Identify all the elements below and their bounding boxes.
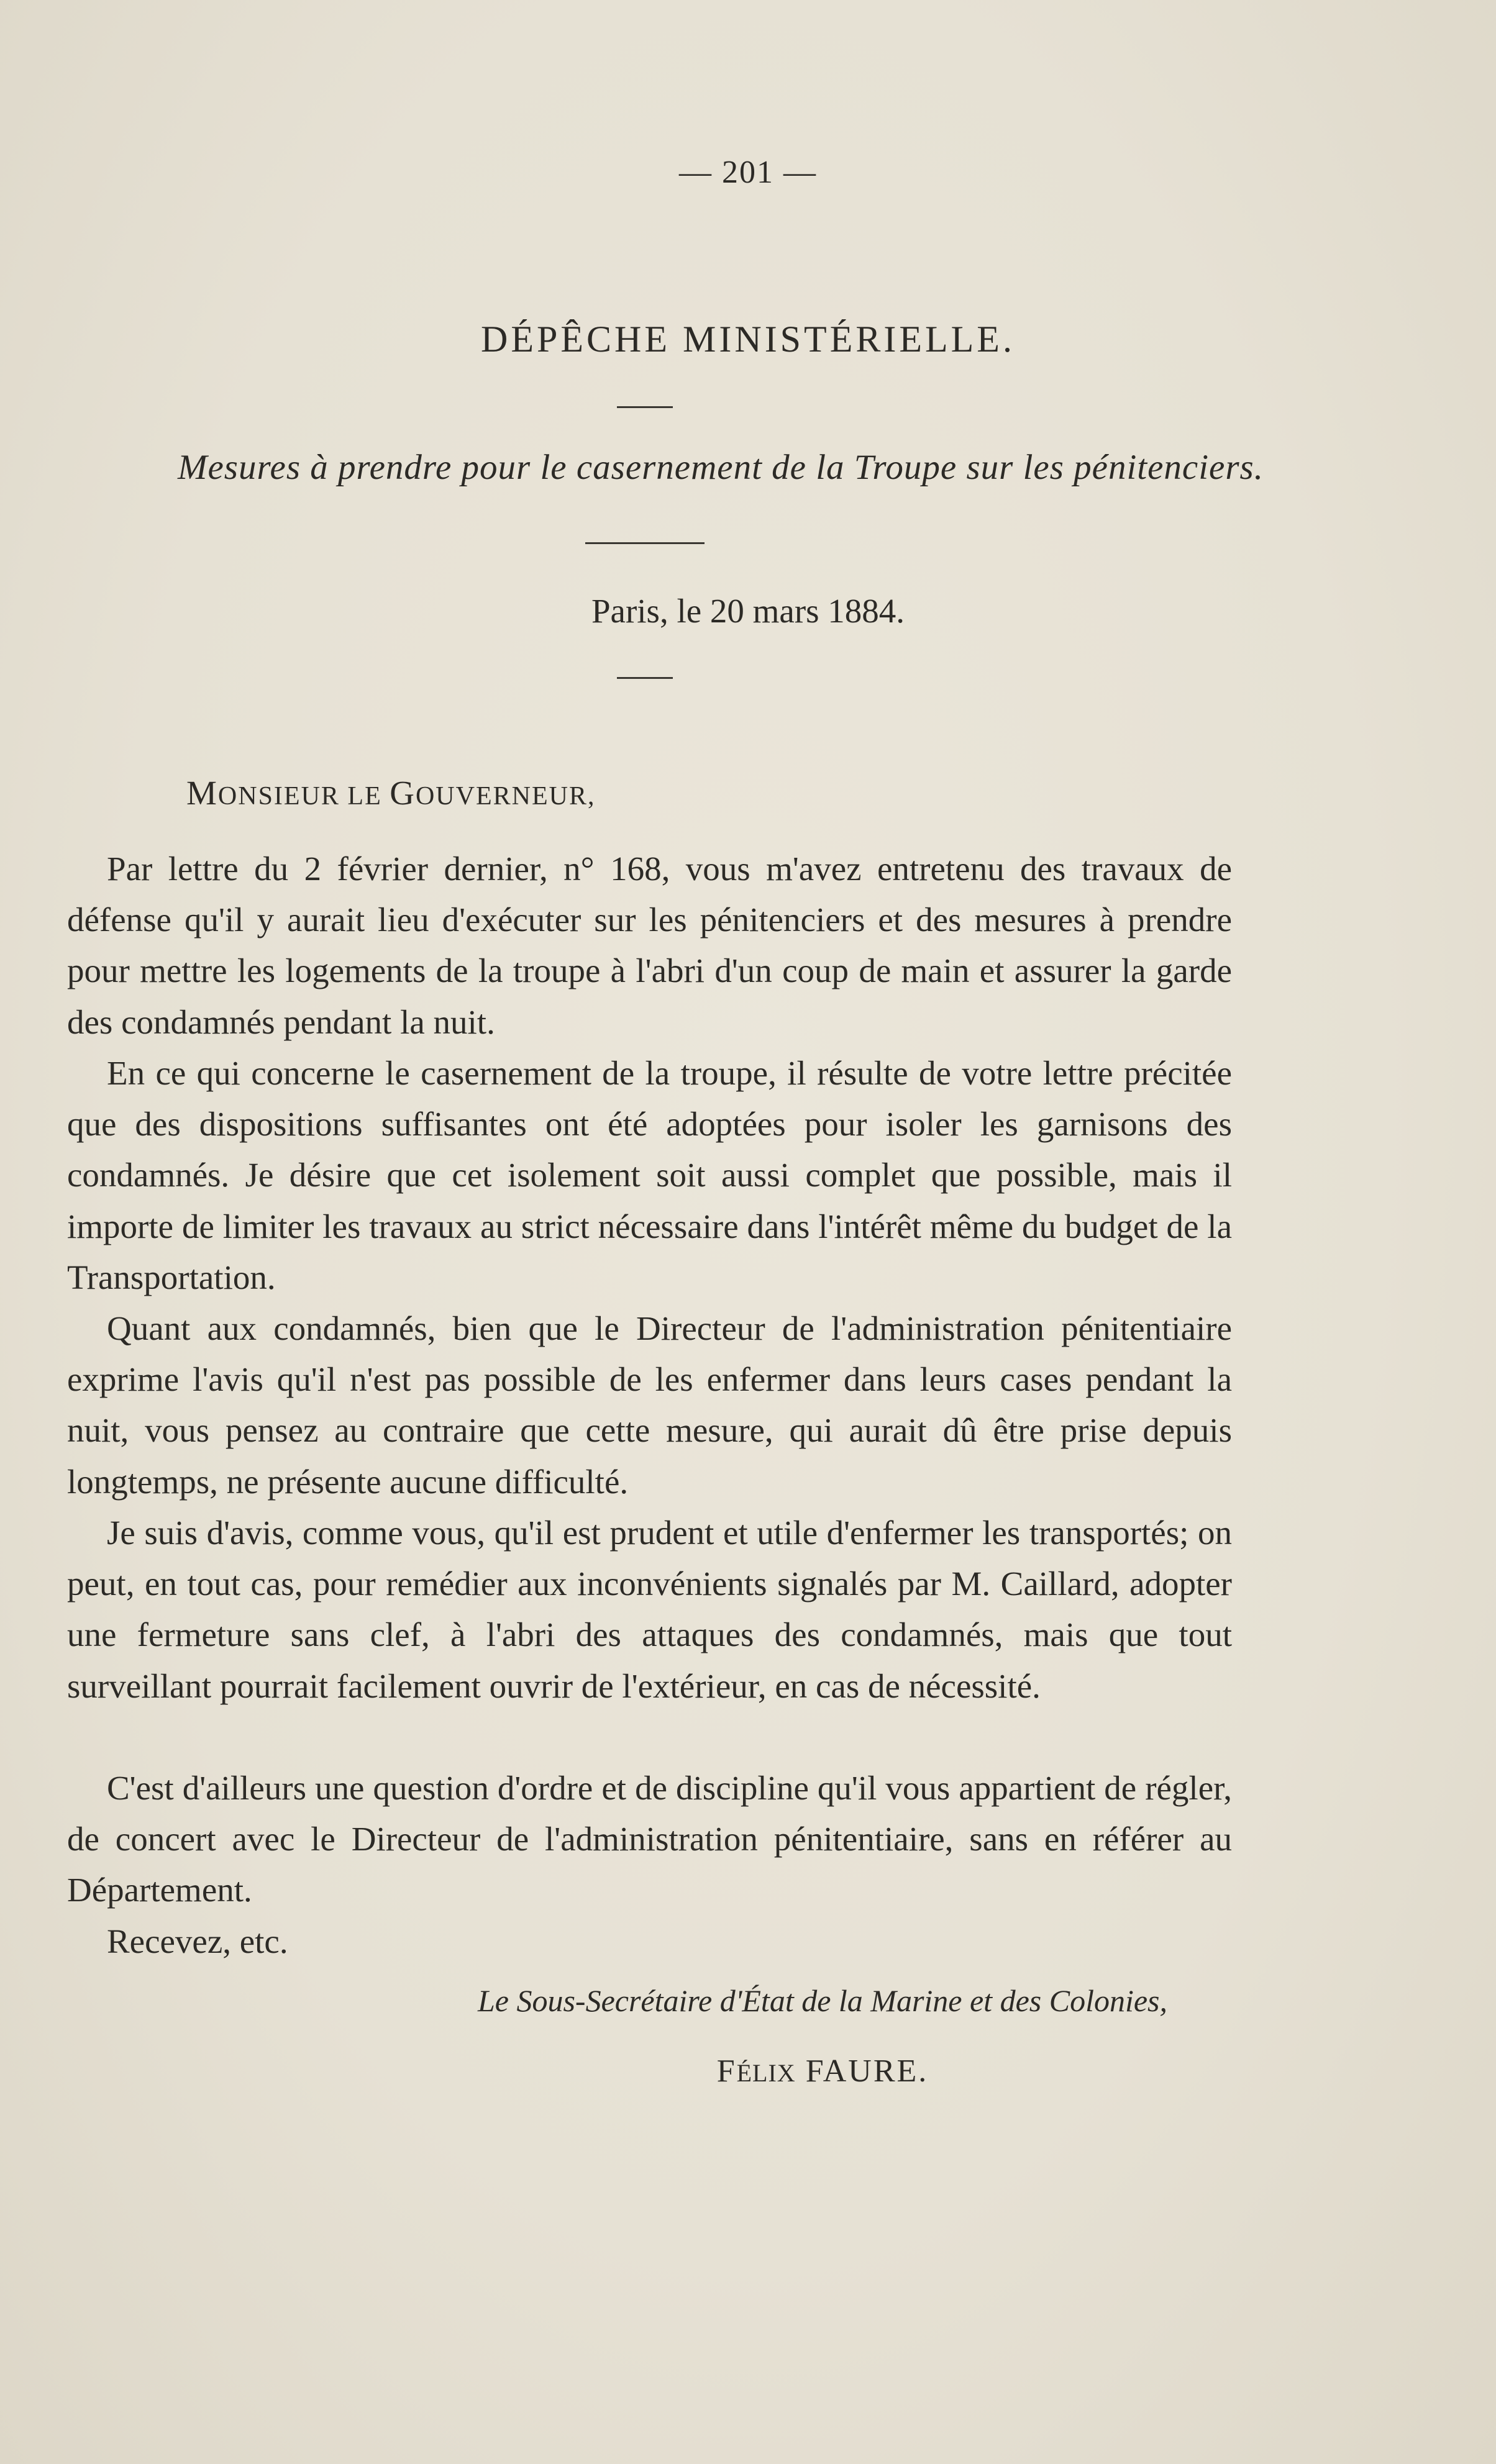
signature-last: FAURE. <box>805 2053 929 2089</box>
salutation-g-rest: OUVERNEUR, <box>415 782 596 811</box>
paragraph-4: Je suis d'avis, comme vous, qu'il est prudent et utile d'enfermer les transportés; on peut, en tout cas, pour remédier aux inconvénients signalés par M. Caillard, adopter une fermeture sans clef, à l'abri des attaques des condamnés, mais que tout surveillant pourrait facilement ouvrir de l'extérieur, en cas de nécessité. <box>67 1514 1232 1705</box>
page-number: — 201 — <box>679 155 817 190</box>
paragraph-6: Recevez, etc. <box>107 1922 288 1960</box>
signature-first-rest: ÉLIX <box>736 2059 796 2087</box>
signature-title: Le Sous-Secrétaire d'État de la Marine et des Colonies, <box>477 1983 1168 2018</box>
salutation <box>186 773 595 812</box>
paragraph-1: Par lettre du 2 février dernier, n° 168, vous m'avez entretenu des travaux de défense qu'il y aurait lieu d'exécuter sur les pénitenciers et des mesures à prendre pour mettre les logements de la troupe à l'abri d'un coup de main et assurer la garde des condamnés pendant la nuit. <box>67 850 1232 1041</box>
signature-name <box>0 2053 1496 2089</box>
salutation-m-rest: ONSIEUR LE <box>217 782 390 811</box>
salutation-g-cap: G <box>390 774 416 812</box>
paragraph-5: C'est d'ailleurs une question d'ordre et de discipline qu'il vous appartient de régler, de concert avec le Directeur de l'administration pénitentiaire, sans en référer au Département. <box>67 1769 1232 1909</box>
document-title: DÉPÊCHE MINISTÉRIELLE. <box>481 319 1015 360</box>
salutation-m-cap: M <box>186 774 218 812</box>
title-divider <box>617 406 673 408</box>
signature-first-cap: F <box>716 2053 737 2089</box>
document-subtitle: Mesures à prendre pour le casernement de la Troupe sur les pénitenciers. <box>178 448 1264 487</box>
paragraph-2: En ce qui concerne le casernement de la troupe, il résulte de votre lettre précitée que des dispositions suffisantes ont été adoptées pour isoler les garnisons des condamnés. Je désire que cet isolement soit aussi complet que possible, mais il importe de limiter les travaux au strict nécessaire dans l'intérêt même du budget de la Transportation. <box>67 1054 1232 1296</box>
dateline: Paris, le 20 mars 1884. <box>591 592 905 630</box>
paragraph-3: Quant aux condamnés, bien que le Directeur de l'administration pénitentiaire exprime l'avis qu'il n'est pas possible de les enfermer dans leurs cases pendant la nuit, vous pensez au contraire que cette mesure, qui aurait dû être prise depuis longtemps, ne présente aucune difficulté. <box>67 1309 1232 1501</box>
dateline-divider <box>617 677 673 679</box>
subtitle-divider <box>585 542 705 544</box>
